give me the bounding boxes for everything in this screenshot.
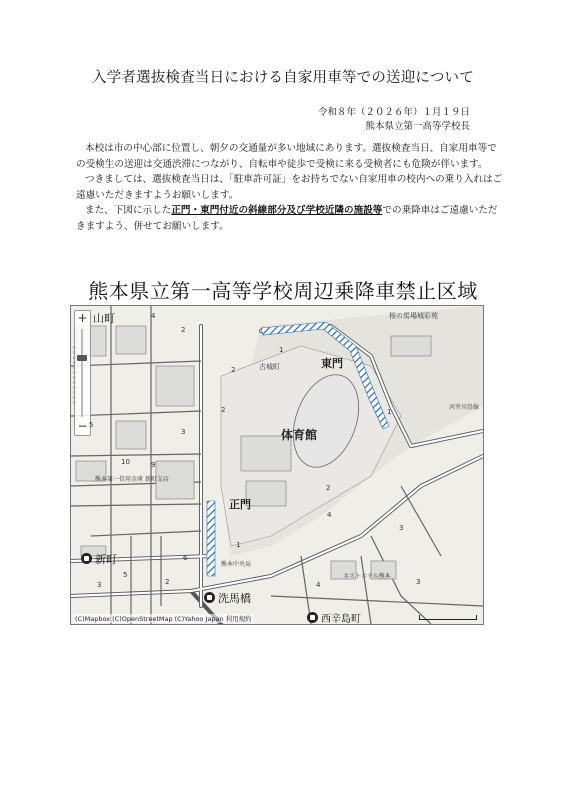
date-line: 令和８年（２０２６年）１月１９日: [317, 107, 470, 118]
station-pin-nishi[interactable]: [307, 612, 318, 623]
block-number: 10: [121, 458, 130, 466]
block-number: 3: [399, 524, 404, 532]
block-number: 9: [151, 461, 156, 469]
label-chuoyuubin: 熊本中央局: [221, 561, 252, 568]
block-number: 2: [181, 326, 186, 334]
block-number: 1: [387, 408, 392, 416]
block-number: 6: [183, 554, 188, 562]
label-nishi: 西辛島町: [321, 614, 361, 625]
label-main-gate: 正門: [229, 498, 251, 511]
label-yamamachi: 山町: [93, 312, 115, 325]
block-number: 5: [89, 421, 94, 429]
paragraph-3-lead: また、下図に示した: [85, 205, 172, 216]
building: [116, 421, 146, 449]
block-number: 2: [221, 406, 226, 414]
body-text: [76, 141, 506, 234]
block-number: 2: [165, 578, 170, 586]
label-bank: 熊本第一信用金庫 新町支店: [95, 476, 169, 483]
label-kojo: 古城町: [259, 363, 280, 371]
map-title: 熊本県立第一高等学校周辺乗降車禁止区域: [88, 279, 478, 303]
paragraph-3: [76, 203, 506, 234]
block-number: 2: [326, 484, 331, 492]
page-title: 入学者選抜検査当日における自家用車等での送迎について: [92, 70, 474, 86]
zoom-control[interactable]: [74, 310, 94, 436]
zoom-out-button[interactable]: −: [77, 419, 88, 433]
block-number: 5: [123, 571, 128, 579]
station-pin-shinmachi[interactable]: [81, 553, 92, 564]
block-number: 3: [416, 578, 421, 586]
building: [116, 326, 146, 354]
map-attribution[interactable]: (C)Mapbox (C)OpenStreetMap (C)Yahoo Japan 利用規約: [75, 615, 252, 623]
paragraph-2: つきましては、選抜検査当日は、「駐車許可証」をお持ちでない自家用車の校内への乗り入れはご遠慮いただきますようお願いします。: [76, 174, 503, 201]
block-number: 1: [279, 346, 284, 354]
block-number: 4: [316, 581, 321, 589]
zoom-slider-track[interactable]: [81, 329, 83, 417]
label-gym: 体育館: [281, 428, 318, 442]
building: [156, 366, 194, 406]
label-hotel: ネストホテル熊本: [343, 573, 391, 580]
zoom-in-button[interactable]: +: [77, 311, 88, 325]
label-shinmachi: 新町: [95, 553, 117, 566]
paragraph-3-tail: での乗降車はご遠慮いただきますよう、併せてお願いします。: [76, 205, 498, 232]
label-sakuranobaba: 桜の馬場城彩苑: [389, 312, 438, 320]
station-pin-araibashi[interactable]: [204, 592, 215, 603]
block-number: 1: [236, 541, 241, 549]
issuer-line: 熊本県立第一高等学校長: [365, 121, 470, 132]
block-number: 4: [151, 312, 156, 320]
map-base: [71, 306, 483, 624]
zoom-slider-knob[interactable]: [77, 355, 87, 361]
no-stopping-zone-main[interactable]: [207, 501, 215, 576]
block-number: 4: [327, 511, 332, 519]
block-number: 2: [231, 366, 236, 374]
label-araibashi: 洗馬橋: [218, 592, 251, 605]
area-map[interactable]: [70, 305, 484, 625]
no-stopping-emphasis: 正門・東門付近の斜線部分及び学校近隣の施設等: [171, 205, 383, 216]
paragraph-1: 本校は市の中心部に位置し、朝夕の交通量が多い地域にあります。選抜検査当日、自家用車等での受検生の送迎は交通渋滞につながり、自転車や徒歩で受検に来る受検者にも危険が伴います。: [76, 143, 497, 170]
block-number: 3: [181, 428, 186, 436]
label-kawai: 河井川沿線: [449, 404, 480, 411]
block-number: 3: [97, 581, 102, 589]
building: [246, 481, 286, 506]
scale-bar: [419, 615, 477, 620]
building: [391, 336, 431, 356]
label-east-gate: 東門: [321, 357, 343, 370]
